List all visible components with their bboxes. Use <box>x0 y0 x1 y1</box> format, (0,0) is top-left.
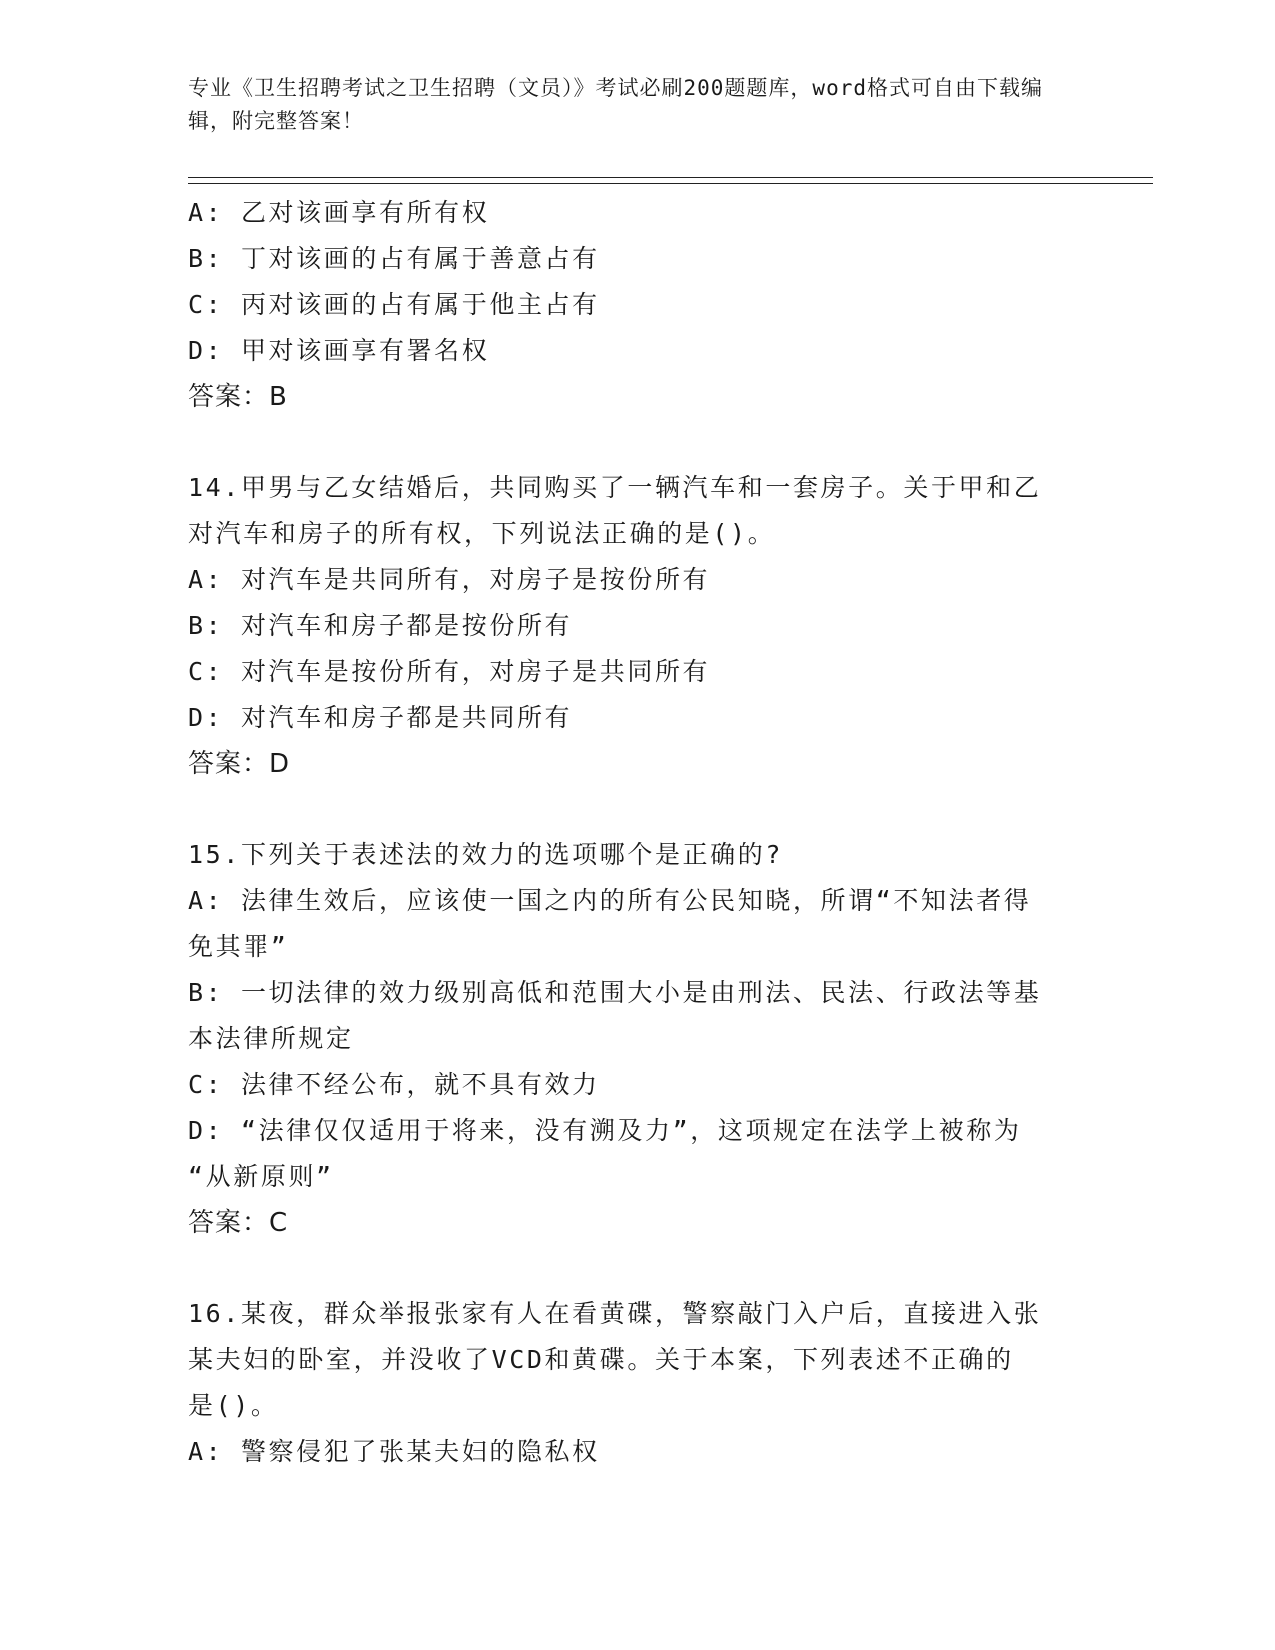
option-d: D: “法律仅仅适用于将来，没有溯及力”，这项规定在法学上被称为 <box>188 1116 1022 1145</box>
question-text-cont: 某夫妇的卧室，并没收了VCD和黄碟。关于本案，下列表述不正确的 <box>188 1345 1014 1374</box>
option-c: C: 法律不经公布，就不具有效力 <box>188 1070 600 1099</box>
option-a: A: 警察侵犯了张某夫妇的隐私权 <box>188 1437 600 1466</box>
question-15 <box>188 832 1068 1246</box>
header-divider-top <box>188 177 1153 178</box>
option-b: B: 丁对该画的占有属于善意占有 <box>188 244 600 273</box>
answer-line: 答案：B <box>188 382 288 412</box>
answer-line: 答案：D <box>188 749 291 779</box>
answer-line: 答案：C <box>188 1208 289 1238</box>
question-14 <box>188 465 1068 787</box>
option-b: B: 一切法律的效力级别高低和范围大小是由刑法、民法、行政法等基 <box>188 978 1042 1007</box>
question-16 <box>188 1291 1068 1475</box>
document-header: 专业《卫生招聘考试之卫生招聘（文员）》考试必刷200题题库，word格式可自由下载编辑，附完整答案！ <box>188 76 1043 133</box>
option-b-cont: 本法律所规定 <box>188 1024 354 1053</box>
question-text: 16.某夜，群众举报张家有人在看黄碟，警察敲门入户后，直接进入张 <box>188 1299 1042 1328</box>
option-d-cont: “从新原则” <box>188 1162 334 1191</box>
option-c: C: 对汽车是按份所有，对房子是共同所有 <box>188 657 711 686</box>
question-content <box>188 190 1068 1475</box>
option-a: A: 对汽车是共同所有，对房子是按份所有 <box>188 565 711 594</box>
option-b: B: 对汽车和房子都是按份所有 <box>188 611 573 640</box>
question-13-options <box>188 190 1068 420</box>
question-text: 14.甲男与乙女结婚后，共同购买了一辆汽车和一套房子。关于甲和乙 <box>188 473 1042 502</box>
option-a: A: 乙对该画享有所有权 <box>188 198 490 227</box>
option-d: D: 对汽车和房子都是共同所有 <box>188 703 573 732</box>
question-text: 15.下列关于表述法的效力的选项哪个是正确的? <box>188 840 784 869</box>
question-text-cont: 是()。 <box>188 1391 279 1420</box>
header-divider-bottom <box>188 183 1153 184</box>
option-d: D: 甲对该画享有署名权 <box>188 336 490 365</box>
option-a-cont: 免其罪” <box>188 932 289 961</box>
option-c: C: 丙对该画的占有属于他主占有 <box>188 290 600 319</box>
option-a: A: 法律生效后，应该使一国之内的所有公民知晓，所谓“不知法者得 <box>188 886 1032 915</box>
question-text-cont: 对汽车和房子的所有权，下列说法正确的是()。 <box>188 519 776 548</box>
